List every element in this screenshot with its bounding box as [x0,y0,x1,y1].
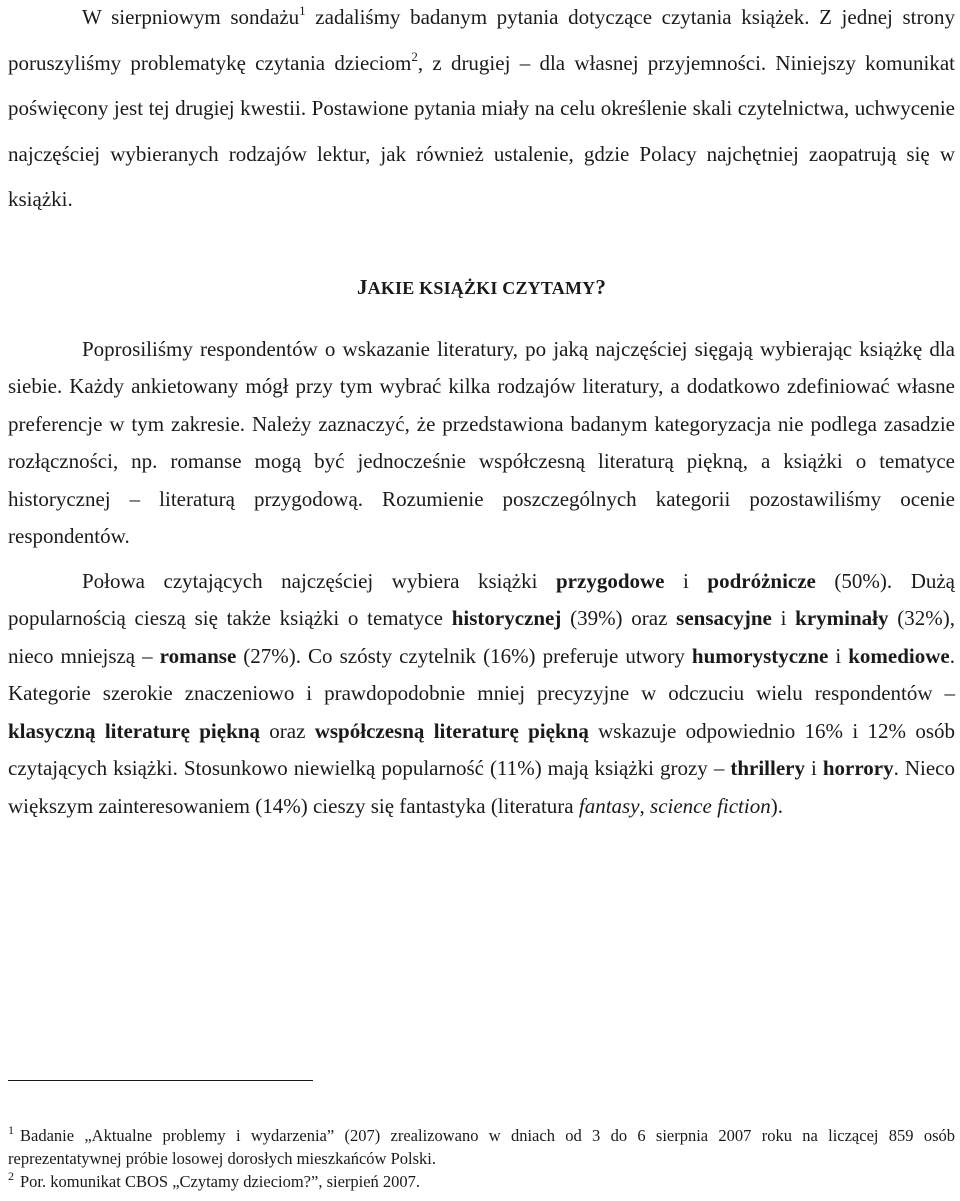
results-text: (32%), nieco mniejszą – [8,606,955,668]
results-text: (27%). Co szósty czytelnik (16%) preferuje utwory [236,643,692,668]
results-text: i [664,568,708,593]
footnote-2-mark: 2 [8,1169,14,1183]
results-text: i [828,643,849,668]
bold-term: humorystyczne [691,643,829,668]
bold-term: kryminały [795,606,889,631]
results-text: (50%). Dużą popularnością cieszą się także książki o tematyce [8,568,955,631]
results-text: (39%) oraz [561,606,677,631]
section-heading [8,272,955,303]
bold-term: sensacyjne [676,606,772,631]
footnote-1-text: Badanie „Aktualne problemy i wydarzenia” (207) zrealizowano w dniach od 3 do 6 sierpnia 2007 roku na liczącej 859 osób reprezentatywnej próbie losowej dorosłych mieszkańców Polski. [8,1126,955,1168]
intro-text-1: W sierpniowym sondażu [82,5,300,29]
results-text: . Kategorie szerokie znaczeniowo i prawdopodobnie mniej precyzyjne w odczuciu wielu respondentów – [8,643,955,706]
bold-term: horrory [822,756,894,781]
bold-term: klasyczną literaturę piękną [8,718,260,743]
bold-term: romanse [159,643,237,668]
footnote-separator [8,1080,313,1081]
results-text: ). [770,794,783,819]
footnote-ref-2: 2 [411,48,418,64]
bold-term: współczesną literaturę piękną [314,718,589,743]
results-text: i [804,756,823,781]
results-text: i [771,606,796,631]
heading-smallcaps: AKIE KSIĄŻKI CZYTAMY [367,277,596,298]
footnote-2-text: Por. komunikat CBOS „Czytamy dzieciom?”, sierpień 2007. [20,1172,421,1191]
footnote-1-mark: 1 [8,1123,14,1137]
footnote-1 [8,1124,955,1170]
heading-question-mark: ? [595,274,607,299]
footnote-2 [8,1170,955,1193]
intro-paragraph [8,0,955,223]
document-page [8,0,956,1191]
results-paragraph [8,563,955,826]
intro-text-2: zadaliśmy badanym pytania dotyczące czytania książek. Z jednej strony poruszyliśmy problematykę czytania dzieciom [8,5,955,75]
bold-term: thrillery [730,756,805,781]
heading-initial: J [356,274,368,299]
bold-term: podróżnicze [707,568,816,593]
bold-term: historycznej [451,606,562,631]
method-paragraph: Poprosiliśmy respondentów o wskazanie literatury, po jaką najczęściej sięgają wybierając książkę dla siebie. Każdy ankietowany mógł przy tym wybrać kilka rodzajów literatury, a dodatkowo zdefiniować własne preferencje w tym zakresie. Należy zaznaczyć, że przedstawiona badanym kategoryzacja nie podlega zasadzie rozłączności, np. romanse mogą być jednocześnie współczesną literaturą piękną, a książki o tematyce historycznej – literaturą przygodową. Rozumienie poszczególnych kategorii pozostawiliśmy ocenie respondentów. [8,336,955,548]
bold-term: przygodowe [556,568,665,593]
italic-term: fantasy [578,794,640,819]
italic-term: science fiction [650,794,771,819]
results-text: Połowa czytających najczęściej wybiera książki [82,568,556,593]
results-text: wskazuje odpowiednio 16% i 12% osób czytających książki. Stosunkowo niewielką popularność (11%) mają książki grozy – [8,718,955,781]
bold-term: komediowe [848,643,950,668]
results-text: . Nieco większym zainteresowaniem (14%) cieszy się fantastyka (literatura [8,756,955,819]
results-text: oraz [259,718,315,743]
footnotes [8,1124,955,1193]
footnote-ref-1: 1 [299,3,306,18]
intro-text-3: , z drugiej – dla własnej przyjemności. Niniejszy komunikat poświęcony jest tej drugiej kwestii. Postawione pytania miały na celu określenie skali czytelnictwa, uchwycenie najczęściej wybieranych rodzajów lektur, jak również ustalenie, gdzie Polacy najchętniej zaopatrują się w książki. [8,50,956,211]
results-text: , [639,794,651,819]
